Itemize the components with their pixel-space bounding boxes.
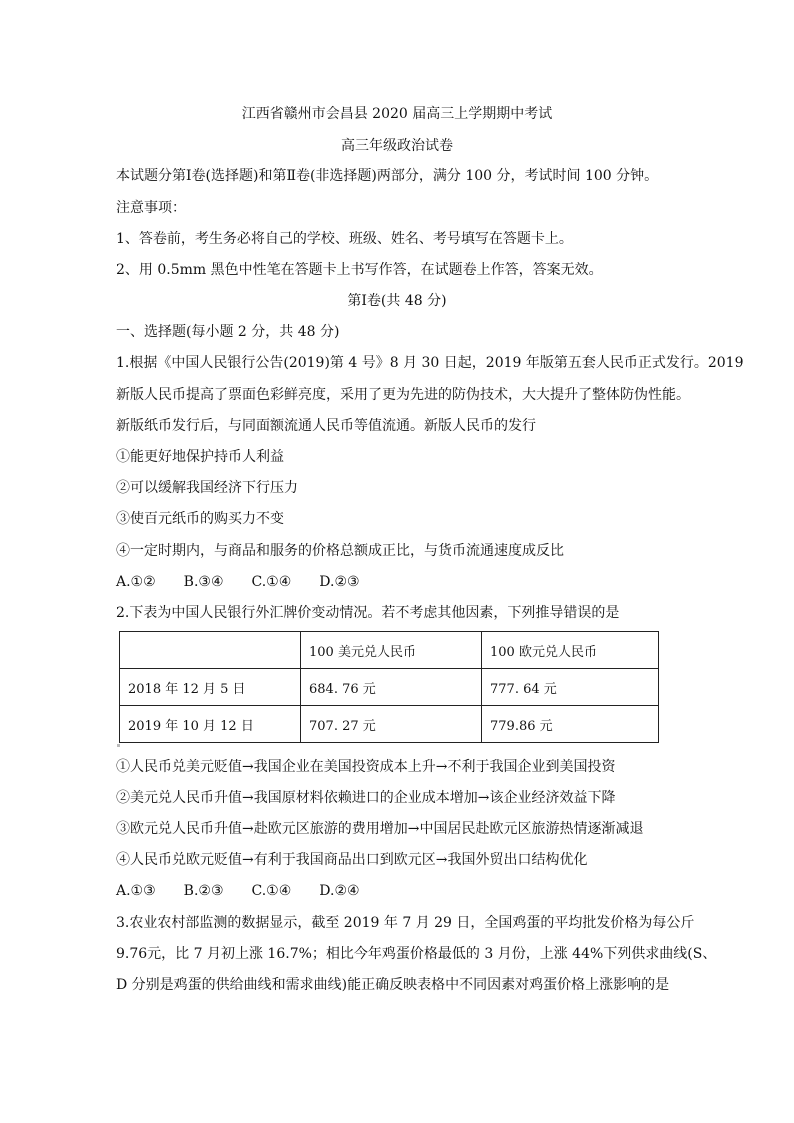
table-cell-eur: 777. 64 元 (482, 669, 659, 706)
notice-title: 注意事项： (116, 200, 186, 216)
q1-stem-line-2: 新版人民币提高了票面色彩鲜亮度，采用了更为先进的防伪技术，大大提升了整体防伪性能。 (116, 387, 690, 403)
table-cell-date: 2019 年 10 月 12 日 (120, 706, 301, 743)
q1-stem-line-3: 新版纸币发行后，与同面额流通人民币等值流通。新版人民币的发行 (116, 418, 536, 434)
table-header-cell: 100 美元兑人民币 (301, 632, 482, 669)
q1-option-3: ③使百元纸币的购买力不变 (116, 511, 284, 527)
section-title: 一、选择题(每小题 2 分，共 48 分) (116, 324, 340, 340)
q3-stem-line-2: 9.76元，比 7 月初上涨 16.7%；相比今年鸡蛋价格最低的 3 月份，上涨 44%下列供求曲线(S、 (116, 946, 717, 962)
q3-stem-line-3: D 分别是鸡蛋的供给曲线和需求曲线)能正确反映表格中不同因素对鸡蛋价格上涨影响的是 (116, 977, 670, 993)
q2-choices: A.①③ B.②③ C.①④ D.②④ (116, 883, 360, 899)
table-cell-usd: 707. 27 元 (301, 706, 482, 743)
table-row (120, 669, 659, 706)
q2-option-4: ④人民币兑欧元贬值→有利于我国商品出口到欧元区→我国外贸出口结构优化 (116, 852, 588, 868)
table-cell-usd: 684. 76 元 (301, 669, 482, 706)
q2-option-2: ②美元兑人民币升值→我国原材料依赖进口的企业成本增加→该企业经济效益下降 (116, 790, 616, 806)
exam-description: 本试题分第Ⅰ卷(选择题)和第Ⅱ卷(非选择题)两部分，满分 100 分，考试时间 100 分钟。 (116, 168, 659, 184)
table-cell-eur: 779.86 元 (482, 706, 659, 743)
exam-subtitle: 高三年级政治试卷 (341, 138, 453, 154)
table-header-cell (120, 632, 301, 669)
q2-stem: 2.下表为中国人民银行外汇牌价变动情况。若不考虑其他因素，下列推导错误的是 (116, 605, 620, 621)
table-row (120, 706, 659, 743)
notice-item-1: 1、答卷前，考生务必将自己的学校、班级、姓名、考号填写在答题卡上。 (116, 231, 573, 247)
q1-choices: A.①② B.③④ C.①④ D.②③ (116, 574, 360, 590)
q2-option-1: ①人民币兑美元贬值→我国企业在美国投资成本上升→不利于我国企业到美国投资 (116, 759, 616, 775)
exchange-rate-table (119, 631, 659, 743)
q2-option-3: ③欧元兑人民币升值→赴欧元区旅游的费用增加→中国居民赴欧元区旅游热情逐渐减退 (116, 821, 644, 837)
scan-speck (117, 744, 120, 747)
q1-option-2: ②可以缓解我国经济下行压力 (116, 480, 298, 496)
part-title: 第Ⅰ卷(共 48 分) (347, 293, 447, 309)
q1-option-4: ④一定时期内，与商品和服务的价格总额成正比，与货币流通速度成反比 (116, 543, 564, 559)
exam-title: 江西省赣州市会昌县 2020 届高三上学期期中考试 (241, 106, 553, 122)
q1-stem-line-1: 1.根据《中国人民银行公告(2019)第 4 号》8 月 30 日起，2019 年版第五套人民币正式发行。2019 (116, 355, 744, 371)
q1-option-1: ①能更好地保护持币人利益 (116, 449, 284, 465)
table-header-row (120, 632, 659, 669)
table-header-cell: 100 欧元兑人民币 (482, 632, 659, 669)
notice-item-2: 2、用 0.5mm 黑色中性笔在答题卡上书写作答，在试题卷上作答，答案无效。 (116, 262, 603, 278)
table-cell-date: 2018 年 12 月 5 日 (120, 669, 301, 706)
q3-stem-line-1: 3.农业农村部监测的数据显示，截至 2019 年 7 月 29 日，全国鸡蛋的平均批发价格为每公斤 (116, 915, 695, 931)
